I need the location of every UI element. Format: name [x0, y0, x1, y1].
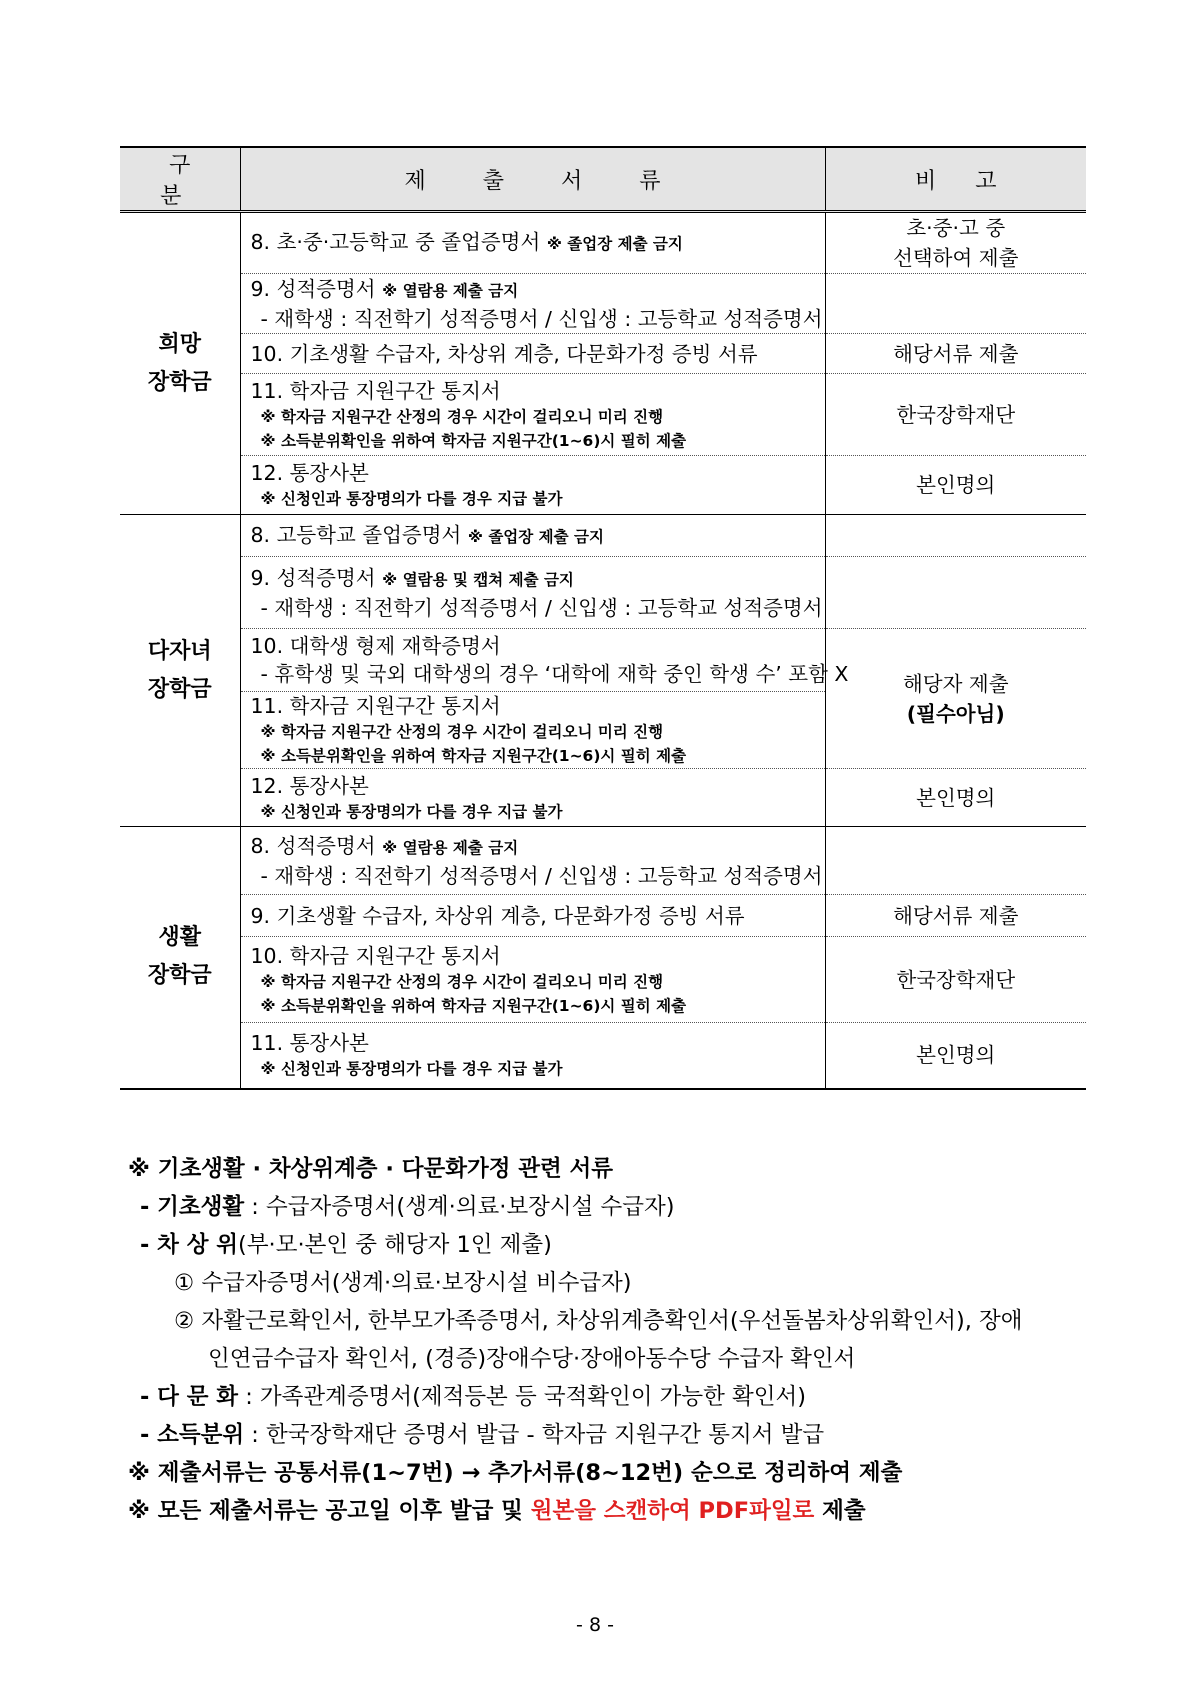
- inline-note: ※ 열람용 및 캡쳐 제출 금지: [382, 570, 574, 589]
- document-note: ※ 소득분위확인을 위하여 학자금 지원구간(1~6)시 필히 제출: [260, 747, 687, 765]
- document-cell: [240, 937, 825, 1023]
- document-line: 10. 학자금 지원구간 통지서: [250, 943, 501, 968]
- document-cell: [240, 895, 825, 937]
- document-note: ※ 소득분위확인을 위하여 학자금 지원구간(1~6)시 필히 제출: [260, 431, 687, 450]
- document-text: 8. 성적증명서: [250, 833, 376, 858]
- notes-section: [128, 1150, 1088, 1530]
- document-line: 10. 대학생 형제 재학증명서: [250, 634, 501, 658]
- table-row: [120, 557, 1086, 629]
- inline-note: ※ 졸업장 제출 금지: [546, 235, 683, 253]
- table-row: [120, 374, 1086, 456]
- note-income: [128, 1416, 1088, 1454]
- header-category: 구 분: [120, 147, 240, 212]
- remark-line: 본인명의: [916, 785, 996, 810]
- document-text: 9. 성적증명서: [250, 276, 376, 301]
- remark-line: 한국장학재단: [896, 967, 1016, 992]
- remark-line: 선택하여 제출: [893, 246, 1019, 270]
- document-cell: [240, 629, 849, 692]
- document-subline: - 재학생 : 직전학기 성적증명서 / 신입생 : 고등학교 성적증명서: [260, 595, 823, 620]
- table-row: [120, 515, 1086, 557]
- document-line: 9. 기초생활 수급자, 차상위 계층, 다문화가정 증빙 서류: [250, 903, 745, 928]
- remark-cell: [825, 827, 1086, 895]
- remark-cell: [825, 212, 1086, 274]
- document-note: ※ 학자금 지원구간 산정의 경우 시간이 걸리오니 미리 진행: [260, 723, 664, 741]
- document-cell: [240, 456, 825, 515]
- document-cell: [240, 692, 825, 769]
- category-line: 다자녀: [147, 638, 212, 664]
- remark-cell: [825, 274, 1086, 334]
- remark-cell: [825, 557, 1086, 629]
- remark-line: 본인명의: [916, 473, 996, 497]
- note-label: - 기초생활: [140, 1194, 245, 1220]
- remark-cell: [825, 629, 1086, 769]
- category-line: 장학금: [147, 369, 212, 395]
- table-row: [120, 629, 1086, 692]
- remark-cell: [825, 937, 1086, 1023]
- note-final-highlight: 원본을 스캔하여 PDF파일로: [530, 1498, 815, 1524]
- table-row: [120, 895, 1086, 937]
- note-item-2-continued: 인연금수급자 확인서, (경증)장애수당·장애아동수당 수급자 확인서: [208, 1346, 856, 1372]
- note-final: [128, 1492, 1088, 1530]
- remark-line: 해당서류 제출: [893, 903, 1019, 928]
- category-cell: [120, 212, 240, 515]
- document-text: 8. 고등학교 졸업증명서: [250, 522, 462, 547]
- note-multicultural: [128, 1378, 1088, 1416]
- table-row: [120, 274, 1086, 334]
- table-row: [120, 456, 1086, 515]
- document-cell: [240, 212, 825, 274]
- note-label: - 차 상 위: [140, 1232, 239, 1258]
- document-line: [251, 521, 825, 551]
- remark-cell: [825, 374, 1086, 456]
- note-label: - 다 문 화: [140, 1384, 239, 1410]
- note-item-2: ② 자활근로확인서, 한부모가족증명서, 차상위계층확인서(우선돌봄차상위확인서), 장애: [174, 1308, 1023, 1334]
- document-line: 11. 통장사본: [250, 1031, 369, 1056]
- document-cell: [240, 769, 825, 827]
- note-final-suffix: 제출: [814, 1498, 866, 1524]
- remark-cell: [825, 456, 1086, 515]
- inline-note: ※ 열람용 제출 금지: [382, 281, 519, 300]
- document-cell: [240, 334, 825, 374]
- document-cell: [240, 374, 825, 456]
- document-cell: [240, 827, 825, 895]
- note-basic: [128, 1188, 1088, 1226]
- note-text: : 수급자증명서(생계·의료·보장시설 수급자): [244, 1194, 675, 1220]
- remark-cell: [825, 334, 1086, 374]
- remark-line: 한국장학재단: [896, 402, 1016, 427]
- document-text: 9. 성적증명서: [250, 565, 376, 590]
- document-line: [251, 564, 825, 594]
- category-line: 생활: [158, 925, 201, 951]
- remark-cell: [825, 515, 1086, 557]
- table-row: [120, 827, 1086, 895]
- category-cell: [120, 515, 240, 827]
- document-line: [251, 275, 825, 305]
- document-line: [251, 832, 825, 862]
- document-cell: [240, 274, 825, 334]
- category-line: 장학금: [147, 676, 212, 702]
- remark-cell: [825, 769, 1086, 827]
- remark-line: 해당자 제출: [902, 671, 1009, 696]
- note-order: ※ 제출서류는 공통서류(1~7번) → 추가서류(8~12번) 순으로 정리하여 제출: [128, 1460, 903, 1486]
- remark-cell: [825, 1023, 1086, 1089]
- note-label: - 소득분위: [140, 1422, 245, 1448]
- inline-note: ※ 열람용 제출 금지: [382, 838, 519, 857]
- remark-line: (필수아님): [906, 701, 1005, 726]
- document-line: 12. 통장사본: [250, 461, 369, 485]
- document-subline: - 재학생 : 직전학기 성적증명서 / 신입생 : 고등학교 성적증명서: [260, 306, 823, 331]
- documents-table: [120, 146, 1086, 1090]
- document-line: [251, 228, 825, 258]
- document-text: 8. 초·중·고등학교 중 졸업증명서: [250, 230, 541, 254]
- table-row: [120, 212, 1086, 274]
- category-cell: [120, 827, 240, 1089]
- notes-heading: ※ 기초생활 · 차상위계층 · 다문화가정 관련 서류: [128, 1156, 614, 1182]
- header-documents: 제 출 서 류: [240, 147, 825, 212]
- document-note: ※ 소득분위확인을 위하여 학자금 지원구간(1~6)시 필히 제출: [260, 996, 687, 1015]
- note-item-1: ① 수급자증명서(생계·의료·보장시설 비수급자): [174, 1270, 632, 1296]
- category-line: 희망: [158, 331, 201, 357]
- header-remarks: 비 고: [825, 147, 1086, 212]
- document-line: 11. 학자금 지원구간 통지서: [250, 378, 501, 403]
- note-text: : 가족관계증명서(제적등본 등 국적확인이 가능한 확인서): [238, 1384, 807, 1410]
- document-subline: - 재학생 : 직전학기 성적증명서 / 신입생 : 고등학교 성적증명서: [260, 863, 823, 888]
- category-line: 장학금: [147, 963, 212, 989]
- note-text: : 한국장학재단 증명서 발급 - 학자금 지원구간 통지서 발급: [244, 1422, 825, 1448]
- note-near-poverty: [128, 1226, 1088, 1264]
- document-line: 12. 통장사본: [250, 773, 369, 798]
- document-cell: [240, 515, 825, 557]
- page-number: - 8 -: [576, 1614, 614, 1636]
- document-cell: [240, 557, 825, 629]
- document-line: 10. 기초생활 수급자, 차상위 계층, 다문화가정 증빙 서류: [250, 341, 758, 366]
- document-note: ※ 신청인과 통장명의가 다를 경우 지급 불가: [260, 802, 563, 821]
- note-text: (부·모·본인 중 해당자 1인 제출): [238, 1232, 552, 1258]
- document-subline: - 휴학생 및 국외 대학생의 경우 ‘대학에 재학 중인 학생 수’ 포함 X: [260, 662, 849, 686]
- table-row: [120, 769, 1086, 827]
- document-cell: [240, 1023, 825, 1089]
- document-note: ※ 신청인과 통장명의가 다를 경우 지급 불가: [260, 1060, 563, 1079]
- document-note: ※ 학자금 지원구간 산정의 경우 시간이 걸리오니 미리 진행: [260, 972, 664, 991]
- note-final-prefix: ※ 모든 제출서류는 공고일 이후 발급 및: [128, 1498, 531, 1524]
- remark-line: 초·중·고 중: [906, 216, 1006, 240]
- document-note: ※ 학자금 지원구간 산정의 경우 시간이 걸리오니 미리 진행: [260, 407, 664, 426]
- table-header-row: [120, 147, 1086, 212]
- table-row: [120, 334, 1086, 374]
- table-row: [120, 937, 1086, 1023]
- remark-cell: [825, 895, 1086, 937]
- table-row: [120, 1023, 1086, 1089]
- document-line: 11. 학자금 지원구간 통지서: [250, 694, 501, 718]
- document-note: ※ 신청인과 통장명의가 다를 경우 지급 불가: [260, 490, 563, 508]
- inline-note: ※ 졸업장 제출 금지: [467, 527, 604, 546]
- remark-line: 본인명의: [916, 1043, 996, 1068]
- remark-line: 해당서류 제출: [893, 341, 1019, 366]
